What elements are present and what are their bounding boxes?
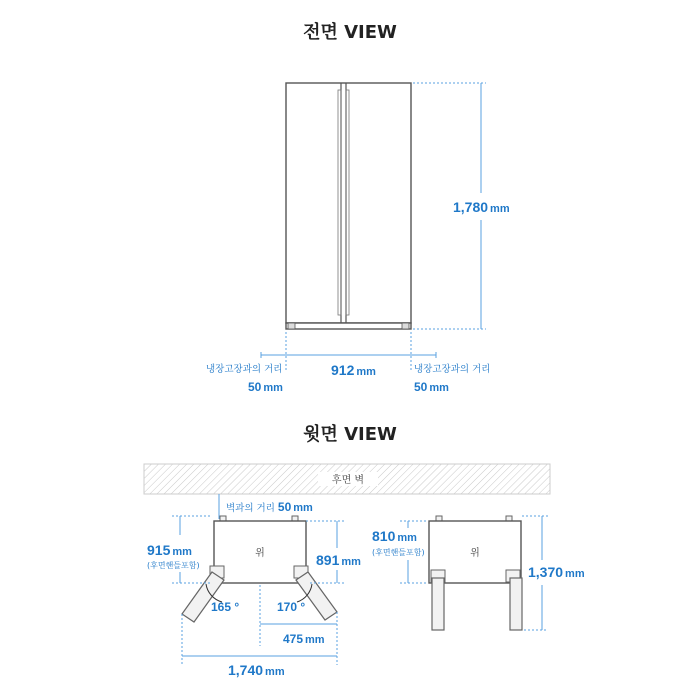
wall-gap-label: 벽과의 거리 50 mm bbox=[226, 500, 313, 514]
total-width-label: 1,740 mm bbox=[228, 662, 285, 678]
front-view-title: 전면 VIEW bbox=[303, 22, 397, 43]
foot-right bbox=[402, 323, 409, 329]
rear-wall-label: 후면 벽 bbox=[331, 475, 365, 486]
left-depth-label: 915 mm bbox=[147, 542, 192, 558]
body-depth-label: 891 mm bbox=[316, 552, 361, 568]
fridge-body bbox=[286, 83, 411, 323]
right-clearance-label: 냉장고장과의 거리 bbox=[414, 364, 491, 375]
right-top-label: 위 bbox=[470, 548, 480, 559]
left-open-door-2 bbox=[432, 578, 444, 630]
foot-left bbox=[288, 323, 295, 329]
door-width-label: 475 mm bbox=[283, 632, 325, 646]
front-fridge bbox=[286, 83, 411, 329]
front-width-label: 912 mm bbox=[331, 362, 376, 378]
left-clearance-label: 냉장고장과의 거리 bbox=[206, 364, 283, 375]
angle-left-label: 165 ° bbox=[211, 600, 240, 614]
angle-right-label: 170 ° bbox=[277, 600, 306, 614]
right-clearance-value: 50 mm bbox=[414, 380, 449, 394]
front-height-label: 1,780 mm bbox=[453, 199, 510, 215]
right-open-door-2 bbox=[510, 578, 522, 630]
left-open-door bbox=[182, 572, 224, 622]
top-right-fridge bbox=[429, 516, 522, 630]
rear-wall bbox=[144, 464, 550, 494]
fridge-base bbox=[286, 323, 411, 329]
left-clearance-value: 50 mm bbox=[248, 380, 283, 394]
right-depth-note: (후면핸들포함) bbox=[372, 548, 425, 557]
left-depth-note: (후면핸들포함) bbox=[147, 561, 200, 570]
right-depth-label: 810 mm bbox=[372, 528, 417, 544]
left-top-label: 위 bbox=[255, 548, 265, 559]
top-view-title: 윗면 VIEW bbox=[303, 424, 397, 445]
open-depth-label: 1,370 mm bbox=[528, 564, 585, 580]
